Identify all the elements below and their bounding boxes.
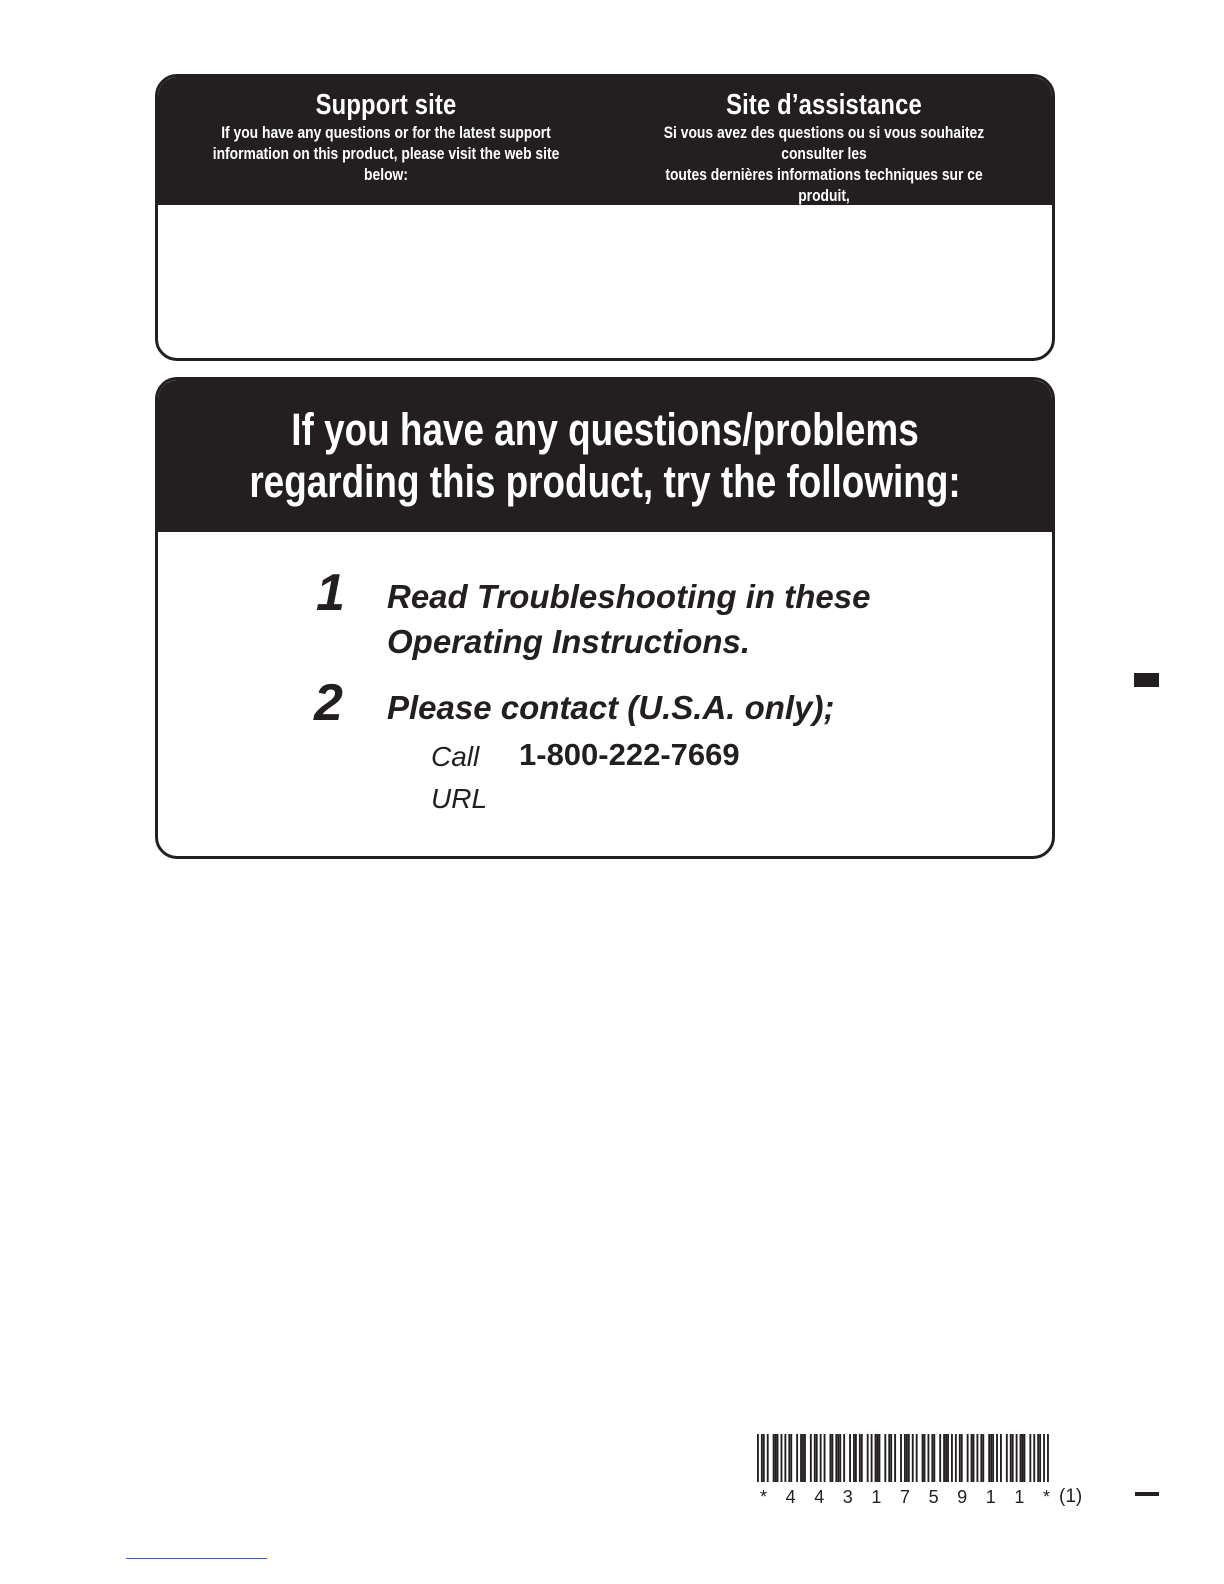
barcode-bar: [1006, 1434, 1008, 1482]
barcode-bar: [916, 1434, 918, 1482]
barcode-bar: [849, 1434, 851, 1482]
barcode-bar: [877, 1434, 879, 1482]
barcode-bar: [1039, 1434, 1041, 1482]
barcode-bar: [763, 1434, 765, 1482]
barcode-digit: 4: [785, 1487, 796, 1507]
barcode-bar: [861, 1434, 863, 1482]
barcode-bar: [843, 1434, 845, 1482]
barcode-bar: [906, 1434, 908, 1482]
help-headline: If you have any questions/problems regarding this product, try the following:: [249, 404, 961, 507]
barcode-bar: [961, 1434, 963, 1482]
barcode-bar: [790, 1434, 792, 1482]
barcode-bar: [1000, 1434, 1002, 1482]
barcode-bar: [884, 1434, 886, 1482]
call-label: Call: [431, 741, 480, 772]
barcode-bar: [800, 1434, 802, 1482]
barcode-bar: [777, 1434, 779, 1482]
barcode-bar: [835, 1434, 837, 1482]
barcode-bar: [781, 1434, 783, 1482]
barcode-bar: [955, 1434, 957, 1482]
barcode-bar: [871, 1434, 873, 1482]
barcode-bar: [1037, 1434, 1039, 1482]
support-site-box: [155, 74, 1055, 361]
barcode-bar: [853, 1434, 855, 1482]
barcode-bar: [890, 1434, 892, 1482]
barcode-bar: [894, 1434, 896, 1482]
barcode-bar: [859, 1434, 861, 1482]
barcode-bar: [839, 1434, 841, 1482]
barcode-bar: [875, 1434, 877, 1482]
support-site-fr: [606, 87, 1042, 228]
barcode-digit: 9: [957, 1487, 968, 1507]
barcode-bar: [931, 1434, 933, 1482]
barcode-bar: [971, 1434, 973, 1482]
barcode-digit: 1: [871, 1487, 882, 1507]
barcode-bar: [1024, 1434, 1026, 1482]
barcode-bar: [973, 1434, 975, 1482]
barcode-bar: [943, 1434, 945, 1482]
barcode-bar: [1022, 1434, 1024, 1482]
barcode-bar: [1016, 1434, 1018, 1482]
barcode-bar: [810, 1434, 812, 1482]
barcode-bar: [1029, 1434, 1031, 1482]
step-1-number: 1: [316, 564, 345, 622]
barcode-bar: [967, 1434, 969, 1482]
barcode-bar: [951, 1434, 953, 1482]
barcode-bar: [855, 1434, 857, 1482]
barcode-digit: 1: [1014, 1487, 1025, 1507]
barcode-bar: [933, 1434, 935, 1482]
barcode-bar: [996, 1434, 998, 1482]
barcode-bar: [1020, 1434, 1022, 1482]
barcode-bar: [761, 1434, 763, 1482]
barcode-bar: [912, 1434, 914, 1482]
barcode-bar: [1010, 1434, 1012, 1482]
support-site-header: [158, 77, 1052, 226]
help-header: [158, 380, 1052, 532]
barcode-digit: 5: [928, 1487, 939, 1507]
barcode-bar: [804, 1434, 806, 1482]
barcode-bar: [767, 1434, 769, 1482]
footer-rule: [126, 1558, 267, 1559]
barcode-bar: [867, 1434, 869, 1482]
barcode-bar: [802, 1434, 804, 1482]
barcode-bar: [1012, 1434, 1014, 1482]
registration-mark: [1134, 673, 1159, 687]
barcode-bar: [976, 1434, 978, 1482]
barcode-suffix: (1): [1059, 1486, 1083, 1507]
barcode-bar: [775, 1434, 777, 1482]
barcode-bar: [928, 1434, 930, 1482]
barcode-bar: [837, 1434, 839, 1482]
url-label: URL: [431, 783, 488, 814]
barcode-bar: [1033, 1434, 1035, 1482]
step-2-text: Please contact (U.S.A. only);: [387, 689, 835, 726]
registration-mark-bottom: [1135, 1492, 1159, 1496]
barcode-bar: [879, 1434, 881, 1482]
support-site-description: If you have any questions or for the latest support information on this product, please visit the web site below:: [212, 124, 560, 184]
barcode-bar: [992, 1434, 994, 1482]
barcode-bar: [988, 1434, 990, 1482]
barcode-bar: [830, 1434, 832, 1482]
barcode-bar: [947, 1434, 949, 1482]
barcode-bar: [904, 1434, 906, 1482]
barcode-bar: [773, 1434, 775, 1482]
barcode-bar: [959, 1434, 961, 1482]
barcode-digit: 7: [899, 1487, 910, 1507]
barcode-digit: *: [1042, 1487, 1050, 1507]
barcode-bar: [814, 1434, 816, 1482]
step-1-text: Read Troubleshooting in these Operating Instructions.: [387, 578, 871, 660]
step-2-number: 2: [314, 674, 343, 732]
barcode-digit: 1: [985, 1487, 996, 1507]
barcode-bar: [888, 1434, 890, 1482]
barcode-digit: 3: [842, 1487, 853, 1507]
support-site-en: [166, 87, 606, 186]
barcode-number: [760, 1486, 1050, 1508]
help-box: [155, 377, 1055, 859]
barcode-bar: [784, 1434, 786, 1482]
support-site-title: Support site: [315, 89, 457, 121]
barcode-bar: [939, 1434, 941, 1482]
barcode-bar: [1043, 1434, 1045, 1482]
barcode-bar: [982, 1434, 984, 1482]
barcode-bar: [796, 1434, 798, 1482]
barcode: [757, 1434, 1049, 1482]
barcode-bar: [980, 1434, 982, 1482]
barcode-digit: 4: [814, 1487, 825, 1507]
barcode-bar: [900, 1434, 902, 1482]
barcode-bar: [816, 1434, 818, 1482]
barcode-bar: [924, 1434, 926, 1482]
barcode-bar: [831, 1434, 833, 1482]
site-assistance-title: Site d’assistance: [726, 89, 922, 121]
barcode-bar: [1047, 1434, 1049, 1482]
barcode-bar: [945, 1434, 947, 1482]
barcode-bar: [990, 1434, 992, 1482]
barcode-bar: [824, 1434, 826, 1482]
barcode-bar: [820, 1434, 822, 1482]
barcode-bar: [922, 1434, 924, 1482]
barcode-bar: [757, 1434, 759, 1482]
phone-number: 1-800-222-7669: [519, 737, 740, 772]
barcode-bar: [788, 1434, 790, 1482]
barcode-digit: *: [760, 1487, 768, 1507]
site-assistance-description: Si vous avez des questions ou si vous souhaitez consulter les toutes dernières informations techniques sur ce produit, rendez-vous sur le site Web suivant :: [663, 124, 985, 226]
barcode-bar: [908, 1434, 910, 1482]
